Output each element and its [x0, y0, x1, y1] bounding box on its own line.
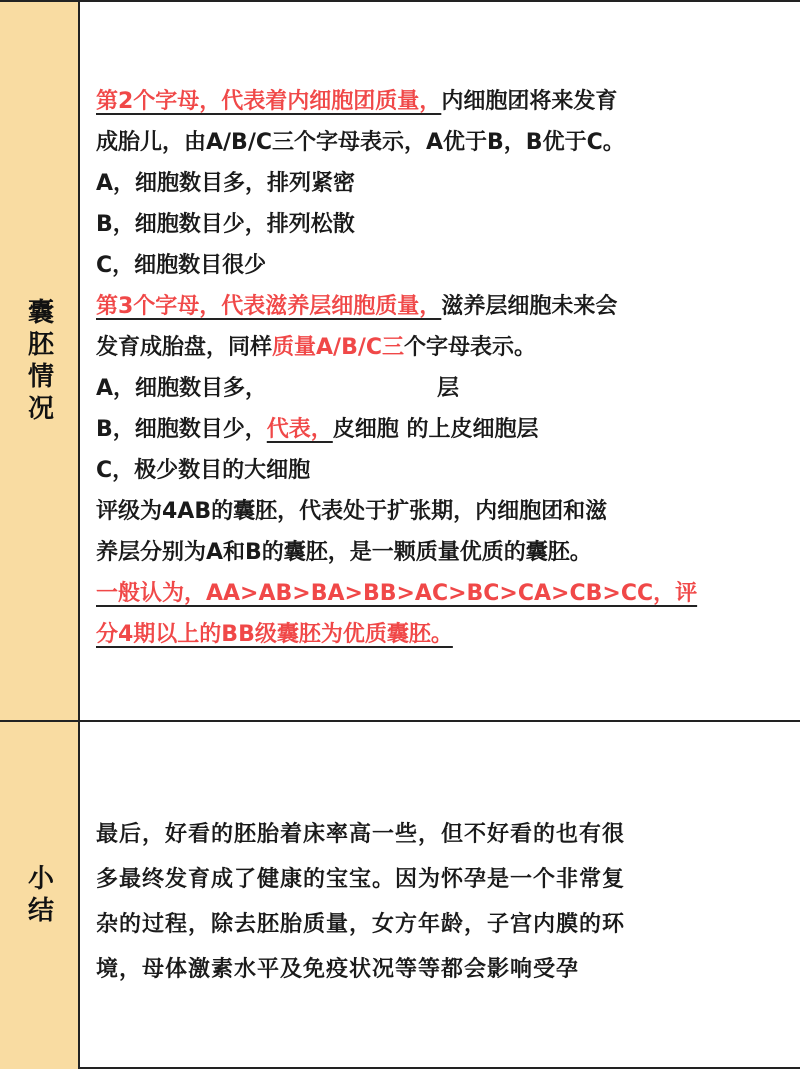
embryo-line-6 [96, 286, 788, 327]
text-span: 滋养层细胞未来会 [441, 294, 618, 319]
text-span: B，细胞数目少， [96, 417, 267, 442]
embryo-text [96, 81, 788, 655]
embryo-line-13 [96, 573, 788, 614]
embryo-line-2: 成胎儿，由A/B/C三个字母表示，A优于B，B优于C。 [96, 130, 625, 155]
summary-label-cell [0, 722, 80, 1069]
text-span: 内细胞团将来发育 [441, 89, 618, 114]
red-highlight: 分4期以上的BB级囊胚为优质囊胚。 [96, 622, 453, 647]
summary-label: 小结 [23, 863, 54, 928]
embryo-line-7 [96, 327, 788, 368]
embryo-line-11: 评级为4AB的囊胚，代表处于扩张期，内细胞团和滋 [96, 499, 608, 524]
embryo-line-9 [96, 409, 788, 450]
text-span: 个字母表示。 [404, 335, 537, 360]
summary-line-1: 最后，好看的胚胎着床率高一些，但不好看的也有很 [96, 822, 626, 847]
red-highlight: 一般认为，AA>AB>BA>BB>AC>BC>CA>CB>CC，评 [96, 581, 698, 606]
text-span: 层 [437, 376, 460, 401]
summary-line-4: 境，母体激素水平及免疫状况等等都会影响受孕 [96, 957, 580, 982]
embryo-line-1 [96, 81, 788, 122]
red-highlight: 第3个字母，代表滋养层细胞质量， [96, 294, 442, 319]
summary-text [96, 812, 786, 992]
text-span: A，细胞数目多， [96, 376, 268, 401]
embryo-line-12: 养层分别为A和B的囊胚，是一颗质量优质的囊胚。 [96, 540, 592, 565]
summary-line-2: 多最终发育成了健康的宝宝。因为怀孕是一个非常复 [96, 867, 626, 892]
embryo-label-cell [0, 2, 80, 722]
red-highlight: 代表， [266, 417, 333, 442]
embryo-line-14 [96, 614, 788, 655]
embryo-label: 囊胚情况 [23, 298, 54, 426]
summary-line-3: 杂的过程，除去胚胎质量，女方年龄，子宫内膜的环 [96, 912, 626, 937]
red-highlight: 第2个字母，代表着内细胞团质量， [96, 89, 442, 114]
red-text: 质量A/B/C三 [272, 335, 405, 360]
embryo-line-8 [96, 368, 788, 409]
embryo-line-5: C，细胞数目很少 [96, 253, 267, 278]
embryo-content [82, 2, 800, 722]
text-span: 发育成胎盘，同样 [96, 335, 273, 360]
text-span: 皮细胞 的上皮细胞层 [332, 417, 539, 442]
embryo-line-4: B，细胞数目少，排列松散 [96, 212, 355, 237]
embryo-line-3: A，细胞数目多，排列紧密 [96, 171, 356, 196]
embryo-line-10: C，极少数目的大细胞 [96, 458, 311, 483]
